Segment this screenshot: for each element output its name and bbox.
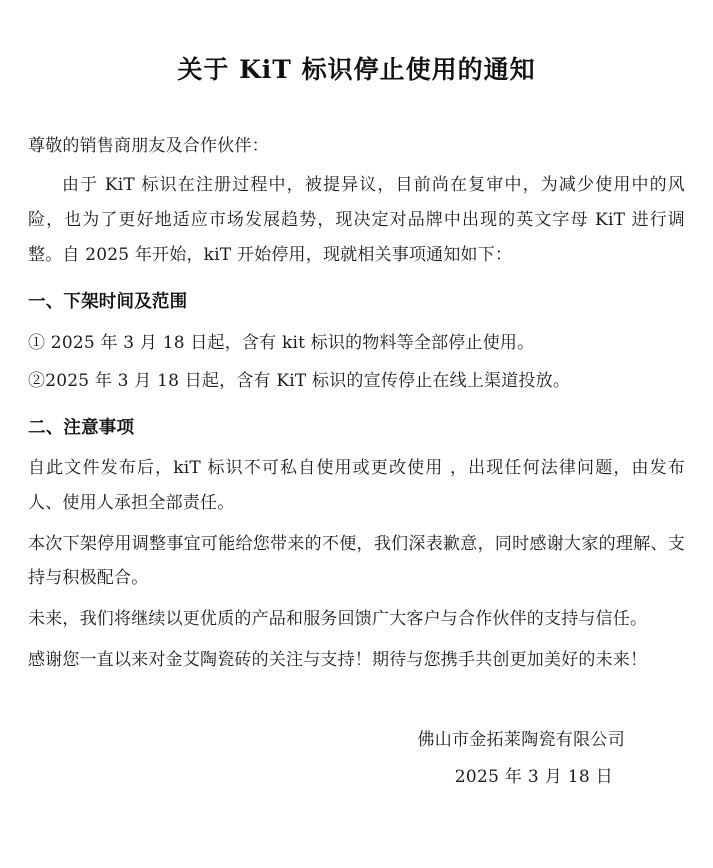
- salutation: 尊敬的销售商朋友及合作伙伴：: [28, 136, 269, 156]
- list-item: 自此文件发布后，kiT 标识不可私自使用或更改使用 ，出现任何法律问题，由发布人、使用人承担全部责任。: [28, 457, 685, 513]
- signature-date: 2025 年 3 月 18 日: [454, 767, 613, 788]
- list-item: ① 2025 年 3 月 18 日起，含有 kit 标识的物料等全部停止使用。: [28, 332, 535, 353]
- page-title: 关于 KiT 标识停止使用的通知: [177, 55, 536, 84]
- section-heading-2: 二、注意事项: [28, 417, 135, 438]
- signature-block: [28, 722, 685, 797]
- list-item: 感谢您一直以来对金艾陶瓷砖的关注与支持！期待与您携手共创更加美好的未来！: [28, 650, 648, 671]
- list-item: 未来，我们将继续以更优质的产品和服务回馈广大客户与合作伙伴的支持与信任。: [28, 609, 648, 630]
- intro-paragraph: 由于 KiT 标识在注册过程中，被提异议，目前尚在复审中，为减少使用中的风险，也为了更好地适应市场发展趋势，现决定对品牌中出现的英文字母 KiT 进行调整。自 2025 年开始，kiT 开始停用，现就相关事项通知如下：: [28, 174, 685, 265]
- document-body: [28, 129, 685, 797]
- list-item: 本次下架停用调整事宜可能给您带来的不便，我们深表歉意，同时感谢大家的理解、支持与积极配合。: [28, 533, 685, 589]
- signature-company: 佛山市金拓莱陶瓷有限公司: [417, 729, 625, 750]
- list-item: ②2025 年 3 月 18 日起，含有 KiT 标识的宣传停止在线上渠道投放。: [28, 370, 571, 391]
- section-heading-1: 一、下架时间及范围: [28, 292, 188, 313]
